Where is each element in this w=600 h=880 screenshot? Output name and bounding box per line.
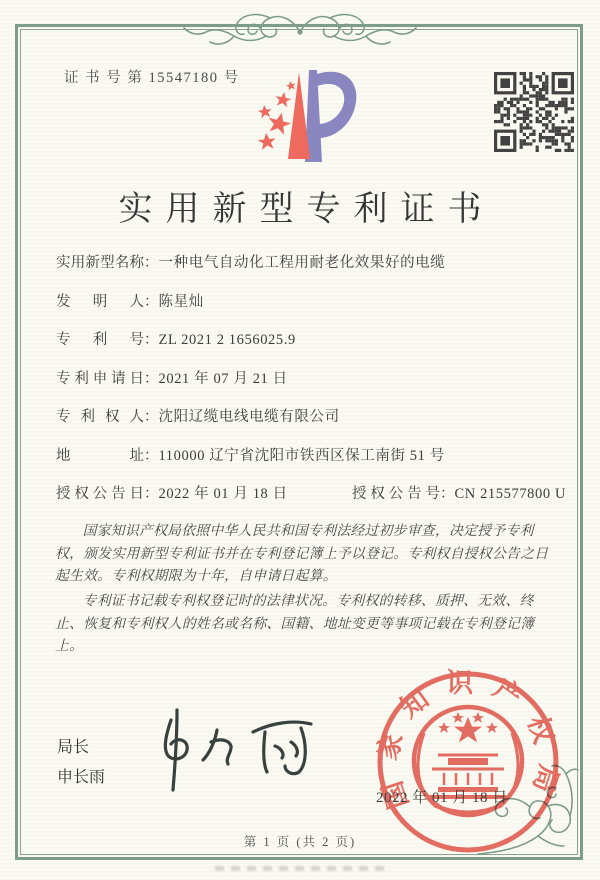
field-row-patentee bbox=[56, 405, 560, 429]
certificate-number: 证 书 号 第 15547180 号 bbox=[64, 70, 240, 86]
legal-paragraph-2: 专利证书记载专利权登记时的法律状况。专利权的转移、质押、无效、终止、恢复和专利权人的姓名或名称、国籍、地址变更等事项记载在专利登记簿上。 bbox=[55, 592, 535, 654]
field-row-patent-no bbox=[56, 328, 560, 352]
field-row-grant bbox=[56, 482, 567, 506]
field-label: 授权公告号 bbox=[352, 486, 440, 502]
field-colon: ： bbox=[144, 255, 159, 271]
field-row-filing-date bbox=[56, 367, 560, 391]
page-number: 第 1 页 (共 2 页) bbox=[243, 835, 357, 849]
field-colon: ： bbox=[144, 409, 159, 425]
handwritten-signature bbox=[133, 702, 333, 797]
grant-date-value: 2022 年 01 月 18 日 bbox=[158, 486, 288, 502]
field-row-name bbox=[56, 251, 560, 275]
field-row-inventor bbox=[56, 290, 560, 314]
field-label: 专利权人 bbox=[56, 409, 144, 425]
certificate-title: 实用新型专利证书 bbox=[118, 191, 495, 228]
qr-code bbox=[494, 72, 574, 152]
legal-text bbox=[55, 520, 558, 660]
signer-block bbox=[57, 733, 105, 794]
field-value: 陈星灿 bbox=[158, 293, 204, 310]
page-bleed-through bbox=[215, 866, 385, 871]
cnipa-logo bbox=[243, 62, 363, 168]
field-label: 发明人 bbox=[56, 293, 144, 310]
grant-no-pair bbox=[352, 482, 566, 503]
field-label: 专利申请日 bbox=[56, 370, 144, 387]
field-row-address bbox=[56, 444, 560, 468]
seal-date: 2022 年 01 月 18 日 bbox=[376, 790, 508, 806]
grant-no-value: CN 215577800 U bbox=[454, 486, 567, 502]
field-value: ZL 2021 2 1656025.9 bbox=[158, 332, 296, 348]
field-colon: ： bbox=[144, 293, 159, 310]
field-value: 110000 辽宁省沈阳市铁西区保工南街 51 号 bbox=[158, 447, 445, 464]
field-label: 地址 bbox=[56, 447, 144, 464]
field-colon: ： bbox=[144, 332, 159, 348]
field-colon: ： bbox=[144, 447, 159, 464]
field-list bbox=[56, 251, 567, 521]
field-value: 一种电气自动化工程用耐老化效果好的电缆 bbox=[158, 255, 446, 271]
field-label: 实用新型名称 bbox=[56, 255, 144, 271]
field-colon: ： bbox=[144, 486, 159, 502]
field-label: 授权公告日 bbox=[56, 486, 144, 502]
field-colon: ： bbox=[144, 370, 159, 387]
signer-title: 局长 bbox=[57, 739, 90, 756]
field-value: 沈阳辽缆电线电缆有限公司 bbox=[158, 409, 340, 425]
top-flourish-ornament bbox=[180, 6, 420, 56]
legal-paragraph-1: 国家知识产权局依照中华人民共和国专利法经过初步审查，决定授予专利权，颁发实用新型专利证书并在专利登记簿上予以登记。专利权自授权公告之日起生效。专利权期限为十年，自申请日起算。 bbox=[55, 523, 549, 584]
field-label: 专利号 bbox=[56, 332, 144, 348]
seal-ring-text: 国家知识产权局 bbox=[371, 668, 565, 813]
field-value: 2021 年 07 月 21 日 bbox=[158, 370, 288, 387]
signer-name: 申长雨 bbox=[57, 769, 106, 787]
field-colon: ： bbox=[440, 486, 455, 502]
